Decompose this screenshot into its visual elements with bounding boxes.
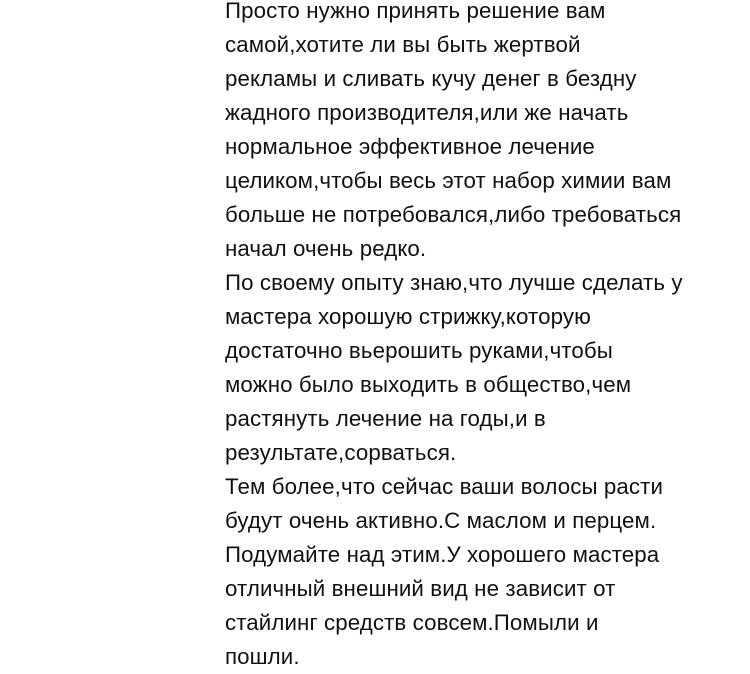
- comment-line: Подумайте над этим.У хорошего мастера: [225, 542, 660, 567]
- comment-line: нормальное эффективное лечение: [225, 134, 595, 159]
- comment-line: будут очень активно.С маслом и перцем.: [225, 508, 657, 533]
- comment-line: результате,сорваться.: [225, 440, 457, 465]
- comment-line: Тем более,что сейчас ваши волосы расти: [225, 474, 664, 499]
- comment-line: отличный внешний вид не зависит от: [225, 576, 616, 601]
- comment-line: целиком,чтобы весь этот набор химии вам: [225, 168, 672, 193]
- comment-line: мастера хорошую стрижку,которую: [225, 304, 591, 329]
- comment-line: Просто нужно принять решение вам: [225, 0, 606, 23]
- comment-line: пошли.: [225, 644, 300, 669]
- comment-line: начал очень редко.: [225, 236, 427, 261]
- comment-line: больше не потребовался,либо требоваться: [225, 202, 682, 227]
- comment-line: можно было выходить в общество,чем: [225, 372, 632, 397]
- comment-line: По своему опыту знаю,что лучше сделать у: [225, 270, 683, 295]
- comment-line: достаточно вьерошить руками,чтобы: [225, 338, 613, 363]
- comment-line: самой,хотите ли вы быть жертвой: [225, 32, 581, 57]
- comment-line: рекламы и сливать кучу денег в бездну: [225, 66, 637, 91]
- comment-line: стайлинг средств совсем.Помыли и: [225, 610, 599, 635]
- comment-text-block: [225, 0, 745, 674]
- comment-line: жадного производителя,или же начать: [225, 100, 629, 125]
- comment-line: растянуть лечение на годы,и в: [225, 406, 546, 431]
